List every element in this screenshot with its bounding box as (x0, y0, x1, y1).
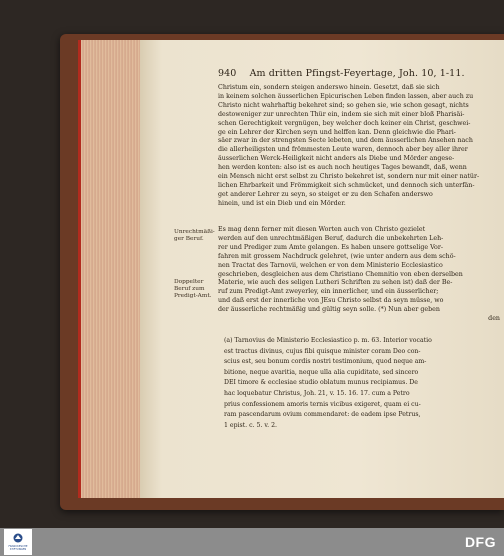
text-line: ge ein Lehrer der Kirchen seyn und helffen kan. Denn gleichwie die Phari- (218, 128, 456, 136)
footnote-line: prius confessionem amoris ternis vicibus exigeret, quam ei cu- (224, 400, 421, 408)
running-header (218, 68, 465, 79)
text-line: ein Mensch nicht erst selbst zu Christo bekehret ist, sondern nur mit einer natür- (218, 173, 480, 181)
footer-bar (0, 528, 504, 556)
logo-text-line: FRANCKESCHE (8, 545, 28, 548)
running-title: Am dritten Pfingst-Feyertage, Joh. 10, 1-11. (249, 68, 465, 79)
footnote-line: 1 epist. c. 5. v. 2. (224, 421, 277, 429)
footnote-line: est tractus divinus, cujus fibi quisque minister coram Deo con- (224, 347, 421, 355)
text-line: lichen Ehrbarkeit und Frömmigkeit sich schmücket, und dennoch sich unterfän- (218, 181, 475, 189)
second-paragraph (218, 226, 504, 324)
footnote (224, 336, 504, 431)
dfg-logo[interactable]: DFG (464, 534, 496, 550)
catchword: den (488, 315, 500, 323)
text-line: Materie, wie auch des seligen Lutheri Schriften zu sehen ist) daß der Be- (218, 279, 453, 287)
footnote-line: DEI timore & ecclesiae studio oblatum munus recipiamus. De (224, 379, 418, 387)
text-line: rer und Prediger zum Amte gelangen. Es haben unsere gottselige Vor- (218, 243, 443, 251)
main-paragraph (218, 84, 504, 209)
margin-note-line: ger Beruf. (174, 236, 204, 243)
page-edges (78, 40, 147, 498)
text-line: hen werden konten: also ist es auch noch heutiges Tages bewandt, daß, wenn (218, 164, 467, 172)
francke-logo[interactable] (4, 529, 32, 555)
logo-text-line: STIFTUNGEN (9, 548, 27, 551)
francke-emblem-icon (13, 533, 23, 543)
text-line: fahren mit grossem Nachdruck gelehret, (wie unter andern aus dem schö- (218, 252, 456, 260)
francke-logo-text (5, 545, 31, 551)
book-page (140, 40, 504, 498)
text-line: geschrieben, desgleichen aus dem Christiano Chemnitio von eben derselben (218, 270, 463, 278)
text-line: destoweniger zur unrechten Thür ein, indem sie sich mit einer bloß Pharisäi- (218, 110, 465, 118)
margin-note-line: Unrechtmäßi- (174, 229, 215, 235)
text-line: in keinem solchen äusserlichen Epicurischen Leben finden lassen, aber auch zu (218, 92, 474, 100)
text-line: Christum ein, sondern steigen anderswo hinein. Gesetzt, daß sie sich (218, 84, 440, 91)
text-line: und daß erst der innerliche von JEsu Christo selbst da seyn müsse, wo (218, 297, 444, 305)
text-line: schen Gerechtigkeit vergnügen, bey welcher doch keiner ein Christ, geschwei- (218, 119, 471, 127)
footnote-line: (a) Tarnovius de Ministerio Ecclesiastico p. m. 63. Interior vocatio (224, 337, 432, 344)
footnote-line: hac loquebatur Christus, Joh. 21, v. 15. 16. 17. cum a Petro (224, 389, 410, 397)
footnote-line: ram pascendarum ovium commendaret: de eadem ipse Petrus, (224, 411, 421, 419)
footnote-line: scius est, seu bonum cordis nostri testimonium, quod neque am- (224, 358, 427, 366)
text-line: nen Tractat des Tarnovii, welchen er von dem Ministerio Ecclesiastico (218, 261, 443, 269)
text-line: werden auf den unrechtmäßigen Beruf, dadurch die unbekehrten Leh- (218, 234, 444, 242)
text-line: ruf zum Predigt-Amt zweyerley, ein innerlicher, und ein äusserlicher; (218, 288, 439, 296)
margin-note-line: Beruf zum (174, 286, 205, 293)
text-line: hinein, und ist ein Dieb und ein Mörder. (218, 199, 346, 207)
margin-note-unrechtmaessiger-beruf (174, 229, 215, 243)
text-line: säer zwar in der strengsten Secte lebeten, und dem äusserlichen Ansehen nach (218, 137, 473, 145)
text-line: die allerheiligsten und frömmesten Leute waren, dennoch aber bey aller ihrer (218, 146, 468, 154)
margin-note-line: Doppelter (174, 279, 204, 285)
text-line: get anderer Lehrer zu seyn, so steiget er zu den Schafen anderswo (218, 190, 433, 198)
margin-note-doppelter-beruf (174, 279, 212, 301)
text-line: Christo nicht wahrhaftig bekehret sind; so gehen sie, wie schon gesagt, nichts (218, 101, 469, 109)
text-line: der äusserliche rechtmäßig und gültig seyn solle. (*) Nun aber geben (218, 306, 440, 314)
footnote-line: bitione, neque avaritia, neque ulla alia cupiditate, sed sincero (224, 368, 419, 376)
text-line: äusserlichen Werck-Heiligkeit nicht anders als Diebe und Mörder angese- (218, 155, 455, 163)
margin-note-line: Predigt-Amt. (174, 293, 212, 300)
text-line: Es mag denn ferner mit diesen Worten auch von Christo gezielet (218, 226, 426, 233)
page-number: 940 (218, 68, 237, 79)
